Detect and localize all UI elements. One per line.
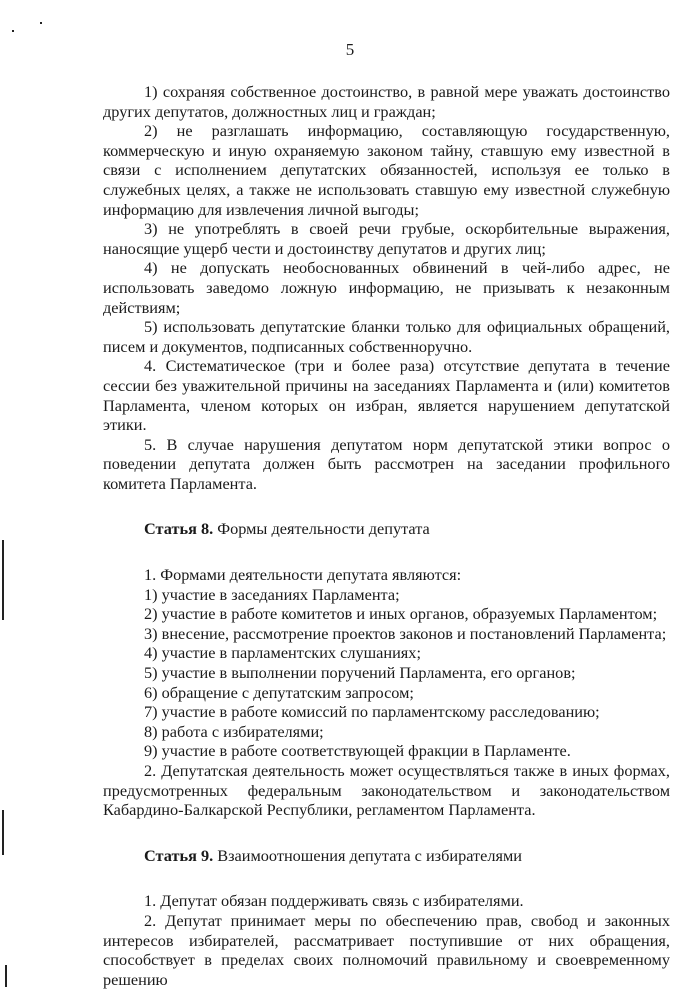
article-title: Взаимоотношения депутата с избирателями xyxy=(217,845,522,865)
list-item: 9) участие в работе соответствующей фракции в Парламенте. xyxy=(144,741,571,761)
scan-artifact xyxy=(5,965,7,987)
list-item: 3) внесение, рассмотрение проектов законов и постановлений Парламента; xyxy=(144,623,667,643)
page-number: 5 xyxy=(345,40,355,59)
scan-artifact xyxy=(2,810,4,855)
paragraph: 2) не разглашать информацию, составляющую государственную, коммерческую и иную охраняемую законом тайну, ставшую ему известной в связи с исполнением депутатских обязанностей, используя ее только в служебных целях, а также не использовать ставшую ему известной служебную информацию для извлечения личной выгоды; xyxy=(103,121,670,219)
paragraph: 3) не употреблять в своей речи грубые, оскорбительные выражения, наносящие ущерб чести и достоинству депутатов и других лиц; xyxy=(103,219,670,258)
paragraph: 2. Депутат принимает меры по обеспечению прав, свобод и законных интересов избирателей, рассматривает поступившие от них обращения, способствует в пределах своих полномочий правильному и своевременному решению xyxy=(103,910,670,989)
article-label: Статья 9. xyxy=(144,845,214,865)
list-item: 5) участие в выполнении поручений Парламента, его органов; xyxy=(144,663,576,683)
scan-artifact xyxy=(40,22,42,24)
list-item: 7) участие в работе комиссий по парламентскому расследованию; xyxy=(144,702,600,722)
paragraph: 4) не допускать необоснованных обвинений в чей-либо адрес, не использовать заведомо ложную информацию, не призывать к незаконным действиям; xyxy=(103,258,670,317)
list-item: 8) работа с избирателями; xyxy=(144,721,324,741)
paragraph: 1. Депутат обязан поддерживать связь с избирателями. xyxy=(144,891,524,911)
document-body xyxy=(103,82,670,989)
list-item: 4) участие в парламентских слушаниях; xyxy=(144,643,421,663)
list-item: 1) участие в заседаниях Парламента; xyxy=(144,584,400,604)
paragraph: 1) сохраняя собственное достоинство, в равной мере уважать достоинство других депутатов, должностных лиц и граждан; xyxy=(103,82,670,121)
paragraph: 4. Систематическое (три и более раза) отсутствие депутата в течение сессии без уважительной причины на заседаниях Парламента и (или) комитетов Парламента, членом которых он избран, является нарушением депутатской этики. xyxy=(103,356,670,435)
paragraph: 1. Формами деятельности депутата являются: xyxy=(144,565,462,585)
paragraph: 5. В случае нарушения депутатом норм депутатской этики вопрос о поведении депутата должен быть рассмотрен на заседании профильного комитета Парламента. xyxy=(103,434,670,493)
scan-artifact xyxy=(2,540,4,620)
article-label: Статья 8. xyxy=(144,519,214,539)
article-9-heading xyxy=(144,846,670,866)
article-title: Формы деятельности депутата xyxy=(217,519,430,539)
paragraph: 5) использовать депутатские бланки только для официальных обращений, писем и документов, подписанных собственноручно. xyxy=(103,317,670,356)
article-8-heading xyxy=(144,519,670,539)
scan-artifact xyxy=(12,30,14,32)
list-item: 2) участие в работе комитетов и иных органов, образуемых Парламентом; xyxy=(144,604,658,624)
paragraph: 2. Депутатская деятельность может осуществляться также в иных формах, предусмотренных федеральным законодательством и законодательством Кабардино-Балкарской Республики, регламентом Парламента. xyxy=(103,761,670,820)
list-item: 6) обращение с депутатским запросом; xyxy=(144,682,414,702)
